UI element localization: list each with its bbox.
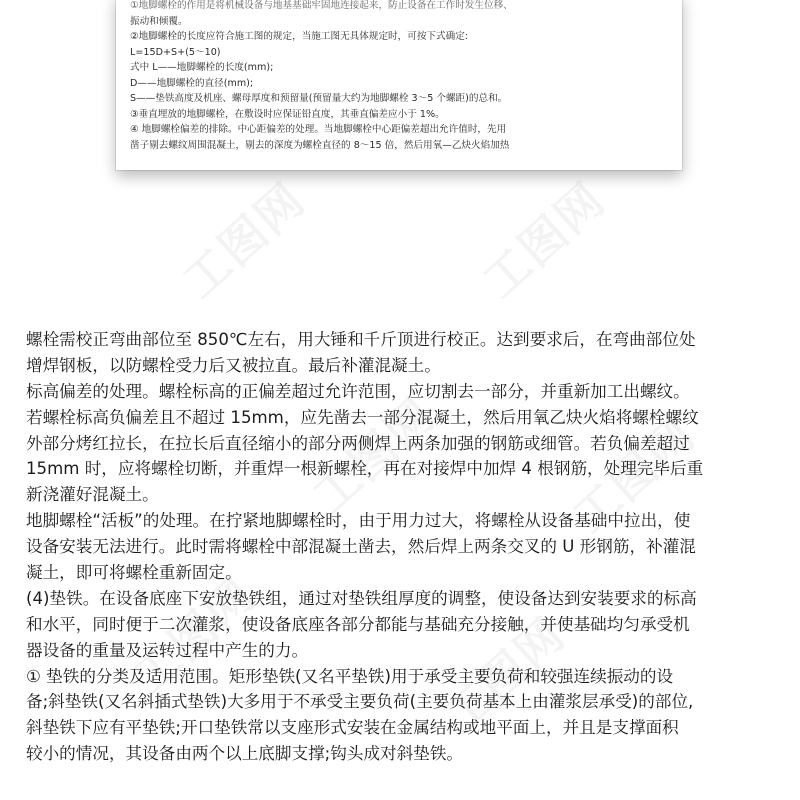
body-line: 若螺栓标高负偏差且不超过 15mm，应先凿去一部分混凝土，然后用氧乙炔火焰将螺栓螺纹	[26, 407, 699, 427]
body-line: 器设备的重量及运转过程中产生的力。	[26, 640, 309, 660]
body-line: 15mm 时，应将螺栓切断，并重焊一根新螺栓，再在对接焊中加焊 4 根钢筋，处理完毕后重	[26, 459, 704, 479]
body-line: 外部分烤红拉长，在拉长后直径缩小的部分两侧焊上两条加强的钢筋或细管。若负偏差超过	[26, 433, 690, 453]
body-text	[26, 327, 786, 767]
excerpt-line: D——地脚螺栓的直径(mm);	[130, 77, 254, 89]
excerpt-line: 凿子剔去螺纹周围混凝土，剔去的深度为螺栓直径的 8～15 倍，然后用氧—乙炔火焰加热	[130, 139, 510, 151]
excerpt-line: ①地脚螺栓的作用是将机械设备与地基基础牢固地连接起来，防止设备在工作时发生位移、	[130, 0, 513, 11]
excerpt-line: ③垂直埋放的地脚螺栓，在敷设时应保证铅直度，其垂直偏差应小于 1%。	[130, 108, 445, 120]
watermark	[466, 165, 617, 310]
excerpt-line: ④ 地脚螺栓偏差的排除。中心距偏差的处理。当地脚螺栓中心距偏差超出允许值时，先用	[130, 124, 507, 135]
body-line: ① 垫铁的分类及适用范围。矩形垫铁(又名平垫铁)用于承受主要负荷和较强连续振动的设	[26, 666, 674, 686]
excerpt-line: S——垫铁高度及机座、螺母厚度和预留量(预留量大约为地脚螺栓 3～5 个螺距)的总和。	[130, 93, 508, 104]
excerpt-card	[116, 0, 682, 170]
excerpt-text	[130, 0, 672, 153]
body-line: 较小的情况，其设备由两个以上底脚支撑;钩头成对斜垫铁。	[26, 744, 464, 764]
body-line: 设备安装无法进行。此时需将螺栓中部混凝土凿去，然后焊上两条交叉的 U 形钢筋，补灌混	[26, 537, 696, 557]
body-line: 地脚螺栓“活板”的处理。在拧紧地脚螺栓时，由于用力过大，将螺栓从设备基础中拉出，使	[26, 511, 691, 531]
body-line: 增焊钢板，以防螺栓受力后又被拉直。最后补灌混凝土。	[26, 355, 441, 375]
body-line: 和水平，同时便于二次灌浆，使设备底座各部分都能与基础充分接触，并使基础均匀承受机	[26, 614, 690, 634]
body-line: (4)垫铁。在设备底座下安放垫铁组，通过对垫铁组厚度的调整，使设备达到安装要求的标高	[26, 588, 697, 608]
body-line: 斜垫铁下应有平垫铁;开口垫铁常以支座形式安装在金属结构或地平面上，并且是支撑面积	[26, 718, 679, 738]
body-line: 新浇灌好混凝土。	[26, 485, 159, 505]
body-line: 凝土，即可将螺栓重新固定。	[26, 563, 242, 583]
body-line: 标高偏差的处理。螺栓标高的正偏差超过允许范围，应切割去一部分，并重新加工出螺纹。	[26, 381, 690, 401]
body-line: 螺栓需校正弯曲部位至 850℃左右，用大锤和千斤顶进行校正。达到要求后，在弯曲部位处	[26, 330, 696, 349]
body-line: 备;斜垫铁(又名斜插式垫铁)大多用于不承受主要负荷(主要负荷基本上由灌浆层承受)的部位,	[26, 692, 694, 712]
excerpt-line: L=15D+S+(5～10)	[130, 46, 221, 58]
excerpt-line: 式中 L——地脚螺栓的长度(mm);	[130, 62, 274, 73]
excerpt-line: ②地脚螺栓的长度应符合施工图的规定，当施工图无具体规定时，可按下式确定:	[130, 31, 469, 42]
excerpt-line: 振动和倾覆。	[130, 15, 188, 27]
watermark	[166, 165, 317, 310]
